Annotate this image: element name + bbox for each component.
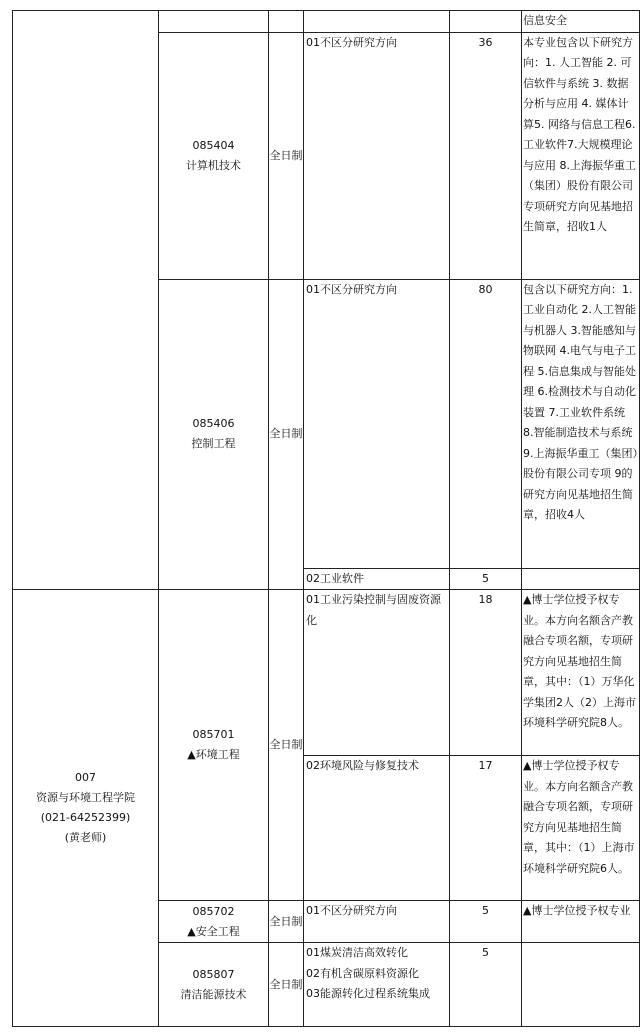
major-cell: [159, 901, 269, 943]
note-cell: [522, 590, 640, 756]
note-text: 包含以下研究方向：1.工业自动化 2.人工智能与机器人 3.智能感知与物联网 4.电气与电子工程 5.信息集成与智能处理 6.检测技术与自动化装置 7.工业软件系统 8.智能制造技术与系统 9.上海振华重工（集团）股份有限公司专项 9的研究方向见基地招生简章，招收4人: [523, 282, 638, 521]
direction-cell: [304, 901, 450, 943]
note-text: 信息安全: [523, 14, 567, 27]
direction-cell: [304, 943, 450, 1027]
quota-cell: 36: [450, 32, 522, 279]
major-code: 085701: [192, 728, 235, 741]
direction-line: 02有机含碳原料资源化: [306, 966, 419, 980]
note-cell: [522, 279, 640, 568]
note-text: 本专业包含以下研究方向：1. 人工智能 2. 可信软件与系统 3. 数据分析与应用 4. 媒体计算5. 网络与信息工程6. 工业软件7.大规模理论与应用 8.上海振华重工（集团）股份有限公司专项研究方向见基地招生简章，招收1人: [523, 35, 636, 233]
note-cell: [522, 901, 640, 943]
major-code: 085404: [192, 138, 235, 152]
major-code: 085406: [192, 417, 235, 431]
major-cell: [159, 590, 269, 901]
direction-text: 01不区分研究方向: [306, 35, 397, 49]
study-mode: 全日制: [269, 590, 304, 901]
major-cell: [159, 943, 269, 1027]
direction-text: 01不区分研究方向: [306, 282, 397, 296]
quota-cell: 5: [450, 901, 522, 943]
major-name: ▲安全工程: [187, 924, 240, 938]
quota-cell: 17: [450, 756, 522, 901]
direction-line: 03能源转化过程系统集成: [306, 987, 430, 1000]
major-code: 085807: [192, 967, 235, 981]
note-cell: [522, 568, 640, 590]
note-text: ▲博士学位授予权专业: [523, 904, 631, 917]
major-name: ▲环境工程: [187, 748, 240, 761]
study-mode: 全日制: [269, 279, 304, 590]
school-cell: [13, 590, 159, 1027]
note-text: ▲博士学位授予权专业。本方向名额含产教融合专项名额，专项研究方向见基地招生简章，其中：（1）万华化学集团2人（2）上海市环境科学研究院8人。: [523, 593, 636, 729]
quota-cell: 5: [450, 568, 522, 590]
major-name: 计算机技术: [186, 158, 241, 172]
major-cell: [159, 279, 269, 590]
quota-cell: 18: [450, 590, 522, 756]
study-mode: 全日制: [269, 943, 304, 1027]
direction-text: 01工业污染控制与固废资源化: [306, 593, 441, 627]
major-name: 控制工程: [191, 437, 236, 451]
school-contact: (黄老师): [64, 831, 107, 844]
direction-cell: [304, 756, 450, 901]
direction-cell: [304, 32, 450, 279]
major-name: 清洁能源技术: [180, 987, 247, 1001]
direction-text: 02工业软件: [306, 571, 364, 585]
major-cell: [159, 32, 269, 279]
note-cell: [522, 32, 640, 279]
study-mode: 全日制: [269, 32, 304, 279]
note-cell: [522, 943, 640, 1027]
school-cell-empty: [13, 11, 159, 590]
table-row: [13, 590, 640, 756]
direction-cell: [304, 590, 450, 756]
admissions-table: [12, 10, 640, 1027]
note-cell: [522, 11, 640, 33]
study-mode: 全日制: [269, 901, 304, 943]
direction-line: 01煤炭清洁高效转化: [306, 946, 408, 959]
note-cell: [522, 756, 640, 901]
note-text: ▲博士学位授予权专业。本方向名额含产教融合专项名额，专项研究方向见基地招生简章，其中：（1）上海市环境科学研究院6人。: [523, 759, 635, 875]
quota-cell: 5: [450, 943, 522, 1027]
direction-text: 01不区分研究方向: [306, 904, 397, 917]
direction-text: 02环境风险与修复技术: [306, 759, 419, 772]
major-code: 085702: [192, 904, 235, 918]
school-phone: (021-64252399): [40, 811, 131, 824]
direction-cell: [304, 279, 450, 568]
school-code: 007: [75, 771, 96, 784]
table-row: [13, 11, 640, 33]
direction-cell: [304, 568, 450, 590]
school-name: 资源与环境工程学院: [36, 791, 135, 804]
quota-cell: 80: [450, 279, 522, 568]
